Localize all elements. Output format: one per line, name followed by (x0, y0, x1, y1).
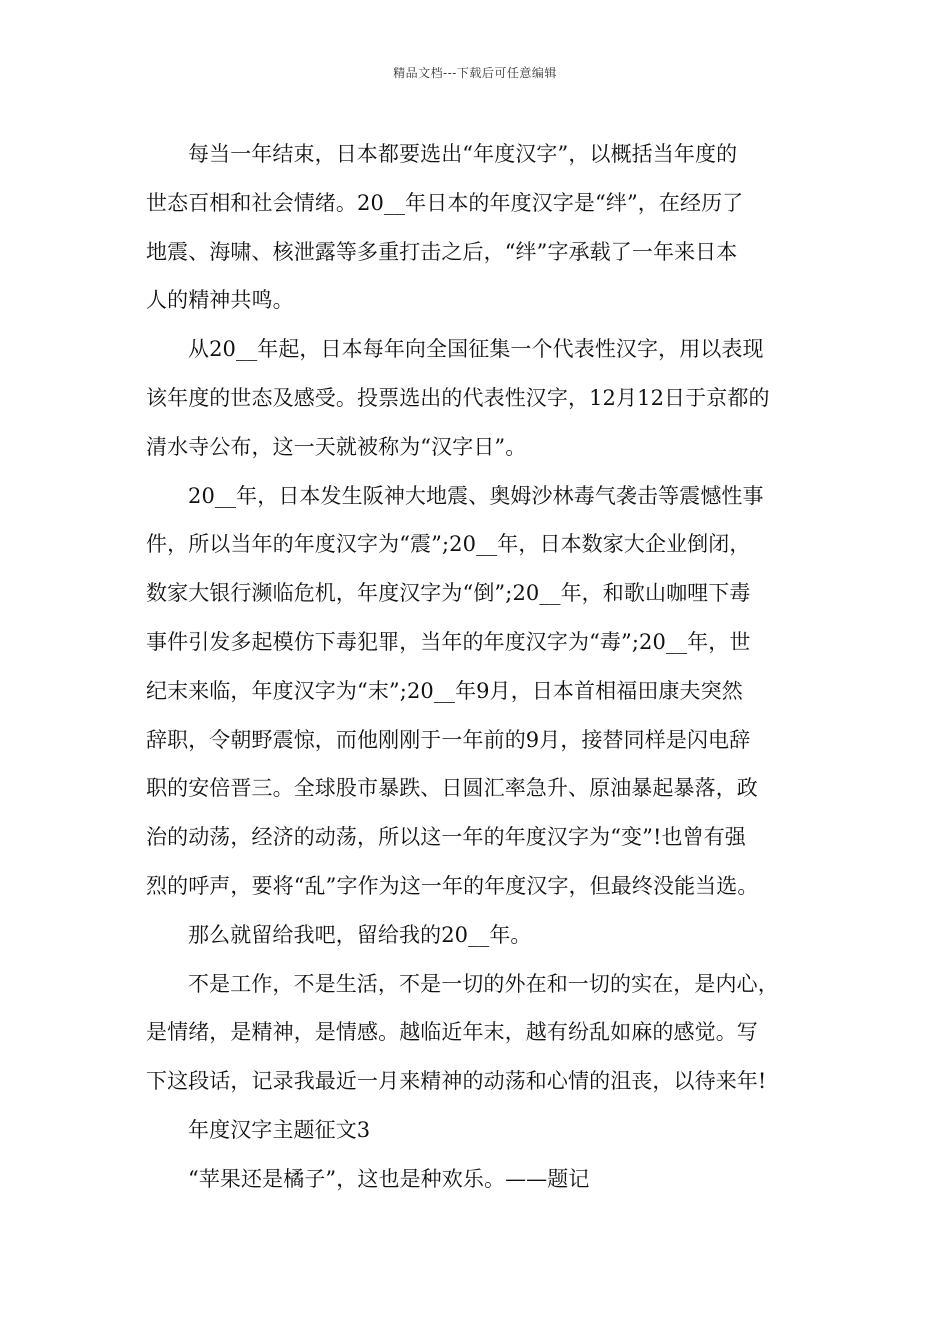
text-line: 下这段话，记录我最近一月来精神的动荡和心情的沮丧，以待来年! (146, 1069, 767, 1094)
text-line: 每当一年结束，日本都要选出“年度汉字”，以概括当年度的 (188, 142, 738, 166)
text-line: 烈的呼声，要将“乱”字作为这一年的年度汉字，但最终没能当选。 (146, 873, 759, 898)
text-line: 从20__年起，日本每年向全国征集一个代表性汉字，用以表现 (188, 337, 764, 362)
page-header: 精品文档---下载后可任意编辑 (393, 66, 557, 80)
text-line: 纪末来临，年度汉字为“末”;20__年9月，日本首相福田康夫突然 (146, 678, 743, 703)
text-line: 辞职，令朝野震惊，而他刚刚于一年前的9月，接替同样是闪电辞 (146, 727, 751, 752)
text-line: 不是工作，不是生活，不是一切的外在和一切的实在，是内心， (188, 971, 779, 996)
epigraph-line: “苹果还是橘子”，这也是种欢乐。——题记 (188, 1166, 590, 1191)
text-line: 该年度的世态及感受。投票选出的代表性汉字，12月12日于京都的 (146, 385, 770, 410)
text-line: 职的安倍晋三。全球股市暴跌、日圆汇率急升、原油暴起暴落，政 (146, 776, 758, 801)
text-line: 地震、海啸、核泄露等多重打击之后，“绊”字承载了一年来日本 (146, 239, 738, 264)
document-body (146, 130, 810, 1204)
text-line: 世态百相和社会情绪。20__年日本的年度汉字是“绊”，在经历了 (146, 190, 744, 215)
text-line: 事件引发多起模仿下毒犯罪，当年的年度汉字为“毒”;20__年，世 (146, 629, 751, 654)
text-line: 件，所以当年的年度汉字为“震”;20__年，日本数家大企业倒闭， (146, 532, 751, 557)
text-line: 那么就留给我吧，留给我的20__年。 (188, 922, 532, 947)
section-title: 年度汉字主题征文3 (188, 1117, 371, 1142)
text-line: 20__年，日本发生阪神大地震、奥姆沙林毒气袭击等震憾性事 (188, 483, 764, 508)
text-line: 是情绪，是精神，是情感。越临近年末，越有纷乱如麻的感觉。写 (146, 1020, 758, 1045)
text-line: 人的精神共鸣。 (146, 288, 294, 313)
text-line: 清水寺公布，这一天就被称为“汉字日”。 (146, 434, 527, 459)
text-line: 治的动荡，经济的动荡，所以这一年的年度汉字为“变”!也曾有强 (146, 825, 746, 850)
text-line: 数家大银行濒临危机，年度汉字为“倒”;20__年，和歌山咖哩下毒 (146, 581, 751, 606)
